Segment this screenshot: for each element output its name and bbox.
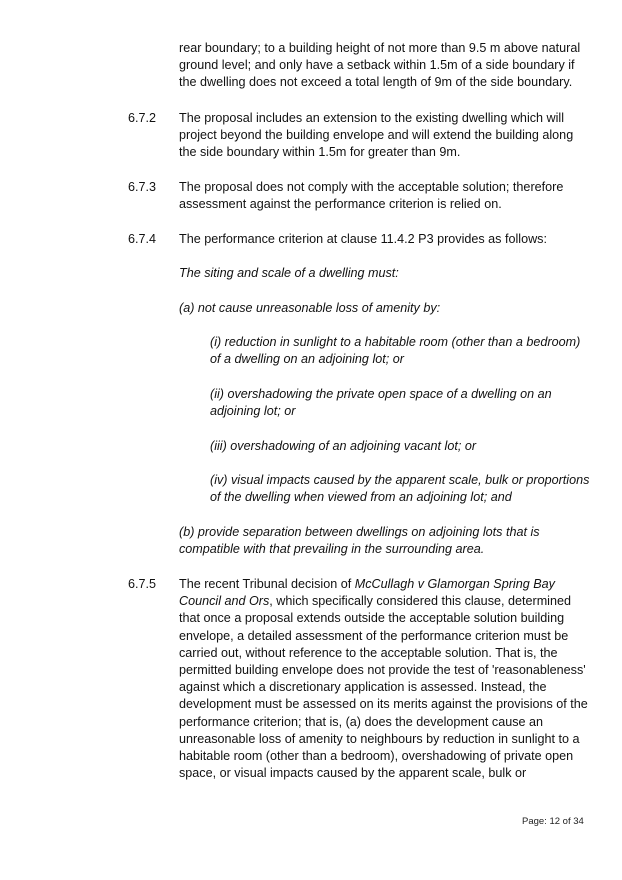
quote-item-i: (i) reduction in sunlight to a habitable room (other than a bedroom) of a dwelling on an adjoining lot; or: [210, 335, 581, 367]
quote-clause-a: (a) not cause unreasonable loss of amenity by:: [179, 301, 441, 315]
continuation-paragraph: rear boundary; to a building height of not more than 9.5 m above natural ground level; and only have a setback within 1.5m of a side boundary if the dwelling does not exceed a total length of 9m of the side boundary.: [179, 41, 581, 90]
section-text-6-7-5-rest: , which specifically considered this clause, determined that once a proposal extends outside the acceptable solution building envelope, a detailed assessment of the performance criterion must be carried out, without reference to the acceptable solution. That is, the permitted building envelope does not provide the test of 'reasonableness' against which a discretionary application is assessed. Instead, the development must be assessed on its merits against the provisions of the performance criterion; that is, (a) does the development cause an unreasonable loss of amenity to neighbours by reduction in sunlight to a habitable room (other than a bedroom), overshadowing of private open space, or visual impacts caused by the apparent scale, bulk or: [179, 594, 588, 781]
quote-clause-b: (b) provide separation between dwellings on adjoining lots that is compatible with that prevailing in the surrounding area.: [179, 525, 540, 557]
section-text-6-7-5: [179, 576, 589, 782]
section-number-6-7-4: 6.7.4: [128, 232, 157, 246]
quote-item-ii: (ii) overshadowing the private open space of a dwelling on an adjoining lot; or: [210, 387, 552, 419]
quote-intro: The siting and scale of a dwelling must:: [179, 266, 399, 280]
section-number-6-7-5: 6.7.5: [128, 577, 157, 591]
section-text-6-7-4: The performance criterion at clause 11.4.2 P3 provides as follows:: [179, 232, 547, 246]
quote-item-iv: (iv) visual impacts caused by the apparent scale, bulk or proportions of the dwelling when viewed from an adjoining lot; and: [210, 473, 590, 505]
quote-item-iii: (iii) overshadowing of an adjoining vacant lot; or: [210, 439, 477, 453]
section-text-6-7-5-lead: The recent Tribunal decision of: [179, 577, 355, 591]
section-number-6-7-3: 6.7.3: [128, 180, 157, 194]
case-name: McCullagh v Glamorgan Spring Bay Council and Ors: [179, 577, 555, 609]
page-number-footer: Page: 12 of 34: [522, 816, 584, 827]
section-number-6-7-2: 6.7.2: [128, 111, 157, 125]
section-text-6-7-2: The proposal includes an extension to the existing dwelling which will project beyond the building envelope and will extend the building along the side boundary within 1.5m for greater than 9m.: [179, 111, 574, 160]
section-text-6-7-3: The proposal does not comply with the acceptable solution; therefore assessment against the performance criterion is relied on.: [179, 180, 564, 212]
